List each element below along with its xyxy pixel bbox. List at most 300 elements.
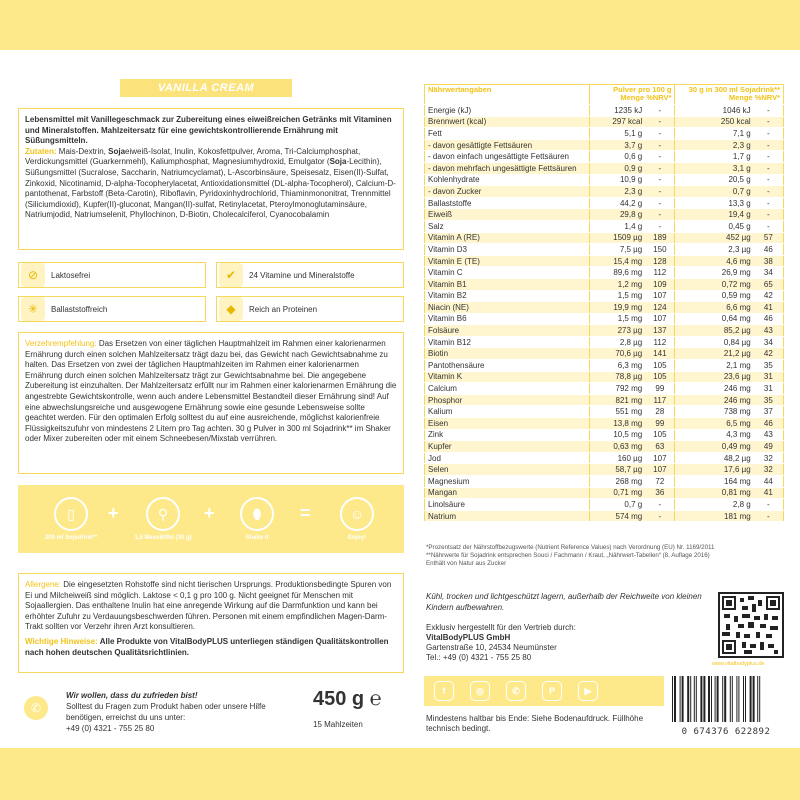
per100-amount: 1,2 mg <box>590 278 645 290</box>
per100-amount: 0,7 g <box>590 499 645 511</box>
serving-nrv: 46 <box>754 418 784 430</box>
per100-amount: 58,7 µg <box>590 464 645 476</box>
note-label: Wichtige Hinweise: <box>25 636 98 646</box>
nutrition-row <box>425 476 784 488</box>
weight-value: 450 g <box>313 688 365 710</box>
per100-amount: 1,5 mg <box>590 313 645 325</box>
phone-icon: ✆ <box>24 696 48 720</box>
top-band <box>0 0 800 50</box>
serving-amount: 6,5 mg <box>675 418 754 430</box>
per100-nrv: 124 <box>645 302 675 314</box>
serving-amount: 246 mg <box>675 394 754 406</box>
per100-nrv: - <box>645 499 675 511</box>
barcode-bar <box>696 676 697 722</box>
nutrition-row <box>425 220 784 232</box>
serving-nrv: - <box>754 151 784 163</box>
step-caption: 1,5 Messlöffel (30 g) <box>134 535 192 541</box>
nutrition-row <box>425 290 784 302</box>
serving-amount: 0,49 mg <box>675 441 754 453</box>
serving-nrv: - <box>754 128 784 140</box>
serving-amount: 0,84 µg <box>675 336 754 348</box>
serving-amount: 2,1 mg <box>675 360 754 372</box>
per100-amount: 0,71 mg <box>590 487 645 499</box>
serving-nrv: 37 <box>754 406 784 418</box>
feature-label: Reich an Proteinen <box>249 304 318 314</box>
barcode-bar <box>700 676 702 722</box>
serving-amount: 452 µg <box>675 232 754 244</box>
per100-amount: 792 mg <box>590 383 645 395</box>
header-col1-title: Pulver pro 100 g <box>613 85 672 94</box>
per100-nrv: 150 <box>645 244 675 256</box>
storage-note: Kühl, trocken und lichtgeschützt lagern, außerhalb der Reichweite von kleinen Kindern aufbewahren. <box>426 592 702 612</box>
per100-nrv: - <box>645 151 675 163</box>
bottom-band <box>0 748 800 800</box>
per100-nrv: 112 <box>645 336 675 348</box>
feature-label: Ballaststoffreich <box>51 304 108 314</box>
serving-nrv: - <box>754 174 784 186</box>
serving-amount: 48,2 µg <box>675 452 754 464</box>
social-bar <box>424 676 664 706</box>
nutrition-row <box>425 174 784 186</box>
header-col1 <box>590 85 675 105</box>
nutrition-row <box>425 441 784 453</box>
fiber-icon: ✳ <box>21 297 45 321</box>
nutrition-row <box>425 186 784 198</box>
contact-headline: Wir wollen, dass du zufrieden bist! <box>66 691 198 700</box>
per100-nrv: 107 <box>645 452 675 464</box>
nutrition-row <box>425 499 784 511</box>
per100-nrv: 107 <box>645 313 675 325</box>
per100-nrv: - <box>645 128 675 140</box>
product-title: VANILLA CREAM <box>157 82 255 94</box>
nutrition-row <box>425 278 784 290</box>
per100-nrv: 99 <box>645 383 675 395</box>
nutrition-row <box>425 128 784 140</box>
per100-nrv: - <box>645 139 675 151</box>
recommendation-label: Verzehrempfehlung: <box>25 339 97 348</box>
recommendation-box <box>18 332 404 474</box>
allergen-soja: Soja <box>108 146 126 156</box>
per100-amount: 29,8 g <box>590 209 645 221</box>
nutrition-row <box>425 139 784 151</box>
nutrient-name: Vitamin B1 <box>425 278 590 290</box>
per100-nrv: 28 <box>645 406 675 418</box>
nutrient-name: - davon mehrfach ungesättigte Fettsäuren <box>425 162 590 174</box>
serving-amount: 7,1 g <box>675 128 754 140</box>
per100-amount: 297 kcal <box>590 116 645 128</box>
serving-nrv: - <box>754 186 784 198</box>
serving-amount: 19,4 g <box>675 209 754 221</box>
best-before-note: Mindestens haltbar bis Ende: Siehe Bodenaufdruck. Füllhöhe technisch bedingt. <box>426 714 644 733</box>
ingredients-label: Zutaten: <box>25 146 57 156</box>
nutrition-header <box>425 85 784 105</box>
ingredients-mid: eiweiß-Isolat, Inulin, Kokosfettpulver, Aroma, Tri-Calciumphosphat, Verdickungsmittel (Guarkernmehl), Kaliumphosphat, Magnesiumhydroxid, Emulgator ( <box>25 146 361 167</box>
per100-nrv: 137 <box>645 325 675 337</box>
per100-nrv: 141 <box>645 348 675 360</box>
nutrition-row <box>425 510 784 522</box>
instagram-icon[interactable]: ◎ <box>470 681 490 701</box>
serving-nrv: - <box>754 162 784 174</box>
nutrient-name: Natrium <box>425 510 590 522</box>
contact-block <box>66 690 276 734</box>
plus-sign: + <box>108 503 119 523</box>
nutrition-row <box>425 209 784 221</box>
per100-nrv: - <box>645 116 675 128</box>
per100-amount: 10,5 mg <box>590 429 645 441</box>
serving-amount: 23,6 µg <box>675 371 754 383</box>
barcode-bar <box>736 676 737 722</box>
ingredients-post: -Lecithin), Süßungsmittel (Sucralose, Saccharin, Natriumcyclamat), L-Ascorbinsäure, Speisesalz, Eisen(II)-Sulfat, Zinkoxid, Nicotinamid, D-alpha-Tocopherylacetat, Antioxidationsmittel (DL-alpha-Tocopherol), Calcium-D-pantothenat, Farbstoff (Beta-Carotin), Riboflavin, Pyridoxinhydrochlorid, Thiaminmononitrat, Trennmittel (Siliciumdioxid), Kupfer(II)-gluconat, Mangan(II)-sulfat, Retinylacetat, Pteroylmonoglutaminsäure, Natriumjodid, Natriumselenit, Phyllochinon, D-Biotin, Cholecalciferol, Cyanocobalamin <box>25 157 396 220</box>
serving-nrv: - <box>754 139 784 151</box>
nutrition-row <box>425 464 784 476</box>
serving-nrv: 34 <box>754 336 784 348</box>
per100-nrv: - <box>645 209 675 221</box>
nutrient-name: Eisen <box>425 418 590 430</box>
nutrient-name: Biotin <box>425 348 590 360</box>
serving-nrv: 34 <box>754 267 784 279</box>
serving-amount: 4,3 mg <box>675 429 754 441</box>
glass-icon: ▯ <box>54 497 88 531</box>
per100-amount: 268 mg <box>590 476 645 488</box>
per100-amount: 10,9 g <box>590 174 645 186</box>
serving-amount: 0,81 mg <box>675 487 754 499</box>
barcode-bar <box>745 676 746 722</box>
per100-nrv: 107 <box>645 464 675 476</box>
allergens-text: Die eingesetzten Rohstoffe sind nicht tierischen Ursprungs. Produktionsbedingte Spuren von Ei und Milcheiweiß sind möglich. Laktose < 0,1 g pro 100 g. Nicht geeignet für Menschen mit Sojaallergien. Das enthaltene Inulin hat eine anregende Wirkung auf die Darmfunktion und kann bei erhöhter Zufuhr zu Verdauungsbeschwerden führen. Personen mit einem empfindlichen Magen-Darm-Trakt sollten vor Verzehr ihren Arzt konsultieren. <box>25 580 392 632</box>
nutrient-name: Linolsäure <box>425 499 590 511</box>
serving-nrv: 38 <box>754 255 784 267</box>
whatsapp-icon[interactable]: ✆ <box>506 681 526 701</box>
barcode-bar <box>682 676 684 722</box>
per100-nrv: 105 <box>645 429 675 441</box>
per100-amount: 821 mg <box>590 394 645 406</box>
serving-nrv: 42 <box>754 290 784 302</box>
barcode-bar <box>730 676 731 722</box>
feature-label: 24 Vitamine und Mineralstoffe <box>249 270 355 280</box>
nutrition-row <box>425 313 784 325</box>
distributor-address <box>426 623 706 663</box>
feature-label: Laktosefrei <box>51 270 91 280</box>
barcode-number: 0 674376 622892 <box>681 727 771 737</box>
serving-nrv: 65 <box>754 278 784 290</box>
feature-protein <box>216 296 404 322</box>
serving-nrv: - <box>754 105 784 117</box>
nutrient-name: - davon gesättigte Fettsäuren <box>425 139 590 151</box>
barcode <box>668 676 784 737</box>
serving-nrv: 43 <box>754 429 784 441</box>
nutrient-name: Kohlenhydrate <box>425 174 590 186</box>
nutrition-row <box>425 394 784 406</box>
barcode-bar <box>703 676 705 722</box>
barcode-bar <box>672 676 673 722</box>
header-col1-sub: Menge %NRV* <box>620 93 672 102</box>
distributor-intro: Exklusiv hergestellt für den Vertrieb durch: <box>426 623 576 632</box>
shaker-icon: ⬮ <box>240 497 274 531</box>
per100-nrv: 105 <box>645 360 675 372</box>
footnotes <box>426 544 786 568</box>
serving-amount: 164 mg <box>675 476 754 488</box>
serving-amount: 17,6 µg <box>675 464 754 476</box>
lactose-free-icon: ⊘ <box>21 263 45 287</box>
step-caption: Enjoy! <box>347 535 367 541</box>
nutrient-name: Niacin (NE) <box>425 302 590 314</box>
youtube-icon[interactable]: ▶ <box>578 681 598 701</box>
nutrition-row <box>425 255 784 267</box>
serving-amount: 0,45 g <box>675 220 754 232</box>
nutrition-row <box>425 267 784 279</box>
per100-amount: 78,8 µg <box>590 371 645 383</box>
nutrition-row <box>425 348 784 360</box>
nutrient-name: Magnesium <box>425 476 590 488</box>
per100-nrv: 117 <box>645 394 675 406</box>
nutrition-row <box>425 371 784 383</box>
barcode-bar <box>722 676 723 722</box>
serving-nrv: 41 <box>754 487 784 499</box>
net-weight <box>313 688 382 711</box>
per100-amount: 3,7 g <box>590 139 645 151</box>
nutrient-name: Vitamin E (TE) <box>425 255 590 267</box>
serving-nrv: 46 <box>754 244 784 256</box>
nutrient-name: Vitamin B12 <box>425 336 590 348</box>
serving-nrv: 41 <box>754 302 784 314</box>
nutrient-name: Selen <box>425 464 590 476</box>
per100-amount: 89,6 mg <box>590 267 645 279</box>
barcode-bar <box>690 676 691 722</box>
nutrient-name: Folsäure <box>425 325 590 337</box>
per100-amount: 7,5 µg <box>590 244 645 256</box>
per100-amount: 1509 µg <box>590 232 645 244</box>
nutrient-name: - davon einfach ungesättigte Fettsäuren <box>425 151 590 163</box>
per100-amount: 1,4 g <box>590 220 645 232</box>
nutrition-row <box>425 383 784 395</box>
nutrition-row <box>425 336 784 348</box>
header-col2-sub: Menge %NRV* <box>728 93 780 102</box>
barcode-bar <box>680 676 681 722</box>
nutrition-row <box>425 116 784 128</box>
serving-nrv: 49 <box>754 441 784 453</box>
intro-heading: Lebensmittel mit Vanillegeschmack zur Zubereitung eines eiweißreichen Getränks mit Vitaminen und Mineralstoffen. Mahlzeitersatz für eine gewichtskontrollierende Ernährung mit Süßungsmitteln. <box>25 115 392 146</box>
nutrient-name: - davon Zucker <box>425 186 590 198</box>
per100-nrv: 109 <box>645 278 675 290</box>
allergens-box <box>18 573 404 673</box>
barcode-bar <box>724 676 726 722</box>
per100-nrv: 36 <box>645 487 675 499</box>
per100-amount: 6,3 mg <box>590 360 645 372</box>
barcode-bar <box>674 676 676 722</box>
nutrition-row <box>425 429 784 441</box>
per100-amount: 0,9 g <box>590 162 645 174</box>
preparation-panel <box>18 485 404 553</box>
serving-amount: 181 mg <box>675 510 754 522</box>
nutrition-row <box>425 244 784 256</box>
serving-amount: 6,6 mg <box>675 302 754 314</box>
serving-nrv: 46 <box>754 313 784 325</box>
qr-code[interactable] <box>718 592 784 658</box>
nutrient-name: Zink <box>425 429 590 441</box>
barcode-bar <box>750 676 752 722</box>
allergen-soja-2: Soja <box>329 157 347 167</box>
per100-nrv: - <box>645 105 675 117</box>
ingredients-pre: Mais-Dextrin, <box>56 146 109 156</box>
per100-amount: 160 µg <box>590 452 645 464</box>
nutrition-row <box>425 418 784 430</box>
serving-amount: 2,8 g <box>675 499 754 511</box>
nutrient-name: Vitamin A (RE) <box>425 232 590 244</box>
header-col2 <box>675 85 784 105</box>
contact-phone[interactable]: +49 (0) 4321 - 755 25 80 <box>66 724 155 733</box>
protein-icon: ◆ <box>219 297 243 321</box>
nutrient-name: Mangan <box>425 487 590 499</box>
intro-box <box>18 108 404 250</box>
per100-amount: 44,2 g <box>590 197 645 209</box>
nutrition-row <box>425 487 784 499</box>
per100-amount: 1235 kJ <box>590 105 645 117</box>
per100-amount: 15,4 mg <box>590 255 645 267</box>
shield-check-icon: ✔ <box>219 263 243 287</box>
per100-amount: 5,1 g <box>590 128 645 140</box>
serving-nrv: - <box>754 220 784 232</box>
nutrient-name: Vitamin B2 <box>425 290 590 302</box>
per100-amount: 1,5 mg <box>590 290 645 302</box>
facebook-icon[interactable]: f <box>434 681 454 701</box>
equals-sign: = <box>300 503 311 523</box>
serving-amount: 0,59 mg <box>675 290 754 302</box>
per100-amount: 0,63 mg <box>590 441 645 453</box>
nutrient-name: Vitamin D3 <box>425 244 590 256</box>
website-url[interactable]: www.vitalbodyplus.de <box>712 661 765 667</box>
per100-nrv: 63 <box>645 441 675 453</box>
note-text: Alle Produkte von VitalBodyPLUS unterliegen ständigen Qualitätskontrollen nach hohen deutschen Qualitätsrichtlinien. <box>25 636 389 657</box>
serving-amount: 3,1 g <box>675 162 754 174</box>
per100-nrv: 189 <box>645 232 675 244</box>
nutrient-name: Vitamin K <box>425 371 590 383</box>
barcode-bar <box>687 676 689 722</box>
serving-nrv: 43 <box>754 325 784 337</box>
per100-amount: 273 µg <box>590 325 645 337</box>
barcode-bar <box>711 676 712 722</box>
nutrition-row <box>425 360 784 372</box>
nutrition-row <box>425 151 784 163</box>
serving-amount: 0,64 mg <box>675 313 754 325</box>
nutrition-row <box>425 302 784 314</box>
serving-amount: 2,3 g <box>675 139 754 151</box>
barcode-bar <box>759 676 760 722</box>
nutrient-name: Calcium <box>425 383 590 395</box>
nutrient-name: Fett <box>425 128 590 140</box>
plus-sign: + <box>204 503 215 523</box>
nutrient-name: Vitamin C <box>425 267 590 279</box>
nutrient-name: Eiweiß <box>425 209 590 221</box>
per100-amount: 13,8 mg <box>590 418 645 430</box>
serving-nrv: - <box>754 197 784 209</box>
serving-amount: 1,7 g <box>675 151 754 163</box>
serving-nrv: 32 <box>754 452 784 464</box>
nutrition-row <box>425 232 784 244</box>
per100-nrv: - <box>645 174 675 186</box>
barcode-bar <box>738 676 739 722</box>
per100-nrv: - <box>645 510 675 522</box>
per100-nrv: 105 <box>645 371 675 383</box>
step-caption: 300 ml Sojadrink** <box>44 535 98 541</box>
per100-amount: 574 mg <box>590 510 645 522</box>
distributor-tel: Tel.: +49 (0) 4321 - 755 25 80 <box>426 653 532 662</box>
footnote-sojadrink: **Nährwerte für Sojadrink entsprechen Souci / Fachmann / Kraut, „Nährwert-Tabellen“ (8. Auflage 2016) <box>426 552 710 559</box>
serving-amount: 246 mg <box>675 383 754 395</box>
contact-text: Solltest du Fragen zum Produkt haben oder unsere Hilfe benötigen, erreichst du uns unter: <box>66 702 266 722</box>
serving-amount: 4,6 mg <box>675 255 754 267</box>
barcode-bars <box>668 676 784 722</box>
barcode-bar <box>757 676 758 722</box>
serving-amount: 1046 kJ <box>675 105 754 117</box>
serving-nrv: - <box>754 499 784 511</box>
per100-nrv: - <box>645 162 675 174</box>
nutrient-name: Ballaststoffe <box>425 197 590 209</box>
serving-amount: 0,72 mg <box>675 278 754 290</box>
distributor-street: Gartenstraße 10, 24534 Neumünster <box>426 643 557 652</box>
per100-amount: 2,8 µg <box>590 336 645 348</box>
header-name: Nährwertangaben <box>425 85 590 105</box>
serving-nrv: - <box>754 116 784 128</box>
per100-amount: 2,3 g <box>590 186 645 198</box>
serving-amount: 26,9 mg <box>675 267 754 279</box>
nutrient-name: Pantothensäure <box>425 360 590 372</box>
footnote-nrv: *Prozentsatz der Nährstoffbezugswerte (Nutrient Reference Values) nach Verordnung (EU) Nr. 1169/2011 <box>426 544 715 551</box>
pinterest-icon[interactable]: P <box>542 681 562 701</box>
per100-amount: 551 mg <box>590 406 645 418</box>
serving-nrv: 31 <box>754 383 784 395</box>
header-col2-title: 30 g in 300 ml Sojadrink** <box>688 85 780 94</box>
nutrient-name: Jod <box>425 452 590 464</box>
nutrient-name: Salz <box>425 220 590 232</box>
feature-vitamins <box>216 262 404 288</box>
qr-pattern <box>720 594 782 656</box>
serving-nrv: 35 <box>754 360 784 372</box>
nutrition-row <box>425 406 784 418</box>
per100-nrv: 128 <box>645 255 675 267</box>
barcode-bar <box>717 676 719 722</box>
serving-nrv: - <box>754 209 784 221</box>
allergens-label: Allergene: <box>25 580 62 589</box>
barcode-bar <box>694 676 695 722</box>
spoon-icon: ⚲ <box>146 497 180 531</box>
barcode-bar <box>708 676 710 722</box>
serving-nrv: 35 <box>754 394 784 406</box>
nutrition-table <box>424 84 784 522</box>
estimated-sign: ℮ <box>369 688 382 710</box>
per100-amount: 19,9 mg <box>590 302 645 314</box>
barcode-bar <box>743 676 744 722</box>
barcode-bar <box>732 676 733 722</box>
serving-nrv: 31 <box>754 371 784 383</box>
per100-nrv: - <box>645 197 675 209</box>
serving-amount: 13,3 g <box>675 197 754 209</box>
barcode-bar <box>753 676 755 722</box>
serving-amount: 85,2 µg <box>675 325 754 337</box>
nutrition-row <box>425 162 784 174</box>
serving-amount: 2,3 µg <box>675 244 754 256</box>
nutrient-name: Vitamin B6 <box>425 313 590 325</box>
serving-nrv: 42 <box>754 348 784 360</box>
serving-amount: 250 kcal <box>675 116 754 128</box>
product-title-box <box>120 79 292 97</box>
serving-amount: 0,7 g <box>675 186 754 198</box>
meals-count: 15 Mahlzeiten <box>313 720 363 729</box>
per100-nrv: - <box>645 220 675 232</box>
nutrient-name: Kupfer <box>425 441 590 453</box>
nutrition-row <box>425 105 784 117</box>
step-caption: Shake it <box>245 535 269 541</box>
per100-nrv: 72 <box>645 476 675 488</box>
